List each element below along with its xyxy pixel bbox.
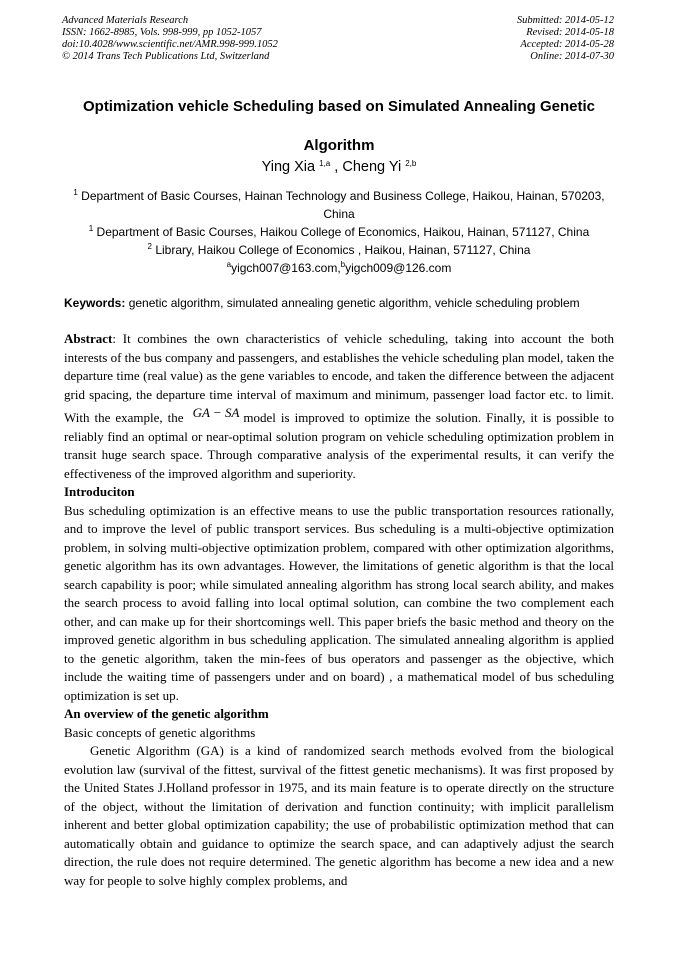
affiliation-1: [60, 187, 618, 205]
email-b[interactable]: yigch009@126.com: [345, 261, 452, 275]
affiliation-2: [60, 223, 618, 241]
keywords: [64, 295, 624, 311]
journal-copyright: © 2014 Trans Tech Publications Ltd, Switzerland: [62, 51, 270, 62]
paper-body: [64, 330, 614, 890]
affiliation-3-text: Library, Haikou College of Economics , Haikou, Hainan, 571127, China: [152, 243, 531, 257]
email-a-mark: a: [226, 260, 232, 269]
submission-dates: [517, 15, 614, 63]
author-emails: [60, 259, 618, 277]
author-1-affiliation: 1,a: [319, 159, 331, 168]
author-2-affiliation: 2,b: [405, 159, 417, 168]
abstract: [64, 330, 614, 483]
overview-heading: An overview of the genetic algorithm: [64, 706, 269, 721]
overview-subheading: Basic concepts of genetic algorithms: [64, 724, 256, 740]
author-2: Cheng Yi: [342, 159, 406, 175]
author-1: Ying Xia: [261, 159, 320, 175]
overview-text: Genetic Algorithm (GA) is a kind of randomized search methods evolved from the biological evolution law (survival of the fittest, survival of the fittest genetic mechanisms). It was first proposed by the United States J.Holland professor in 1975, and its main feature is to operate directly on the structure of the object, without the limitation of derivation and function continuity; with implicit parallelism inherent and better global optimization capability; the use of probabilistic optimization method that can automatically obtain and guidance to optimize the search space, and can adaptively adjust the search direction, the rule does not require determined. The genetic algorithm has become a new idea and a new way for people to solve highly complex problems, and: [64, 743, 614, 888]
affiliation-2-mark: 1: [88, 224, 94, 233]
formula-ga-sa: GA − SA: [192, 405, 240, 420]
journal-issn: ISSN: 1662-8985, Vols. 998-999, pp 1052-1057: [62, 27, 262, 38]
abstract-text-1: : It combines the own characteristics of vehicle scheduling, taking into account the both interests of the bus company and passengers, and establishes the vehicle scheduling plan model, taken the departure time (real value) as the gene variables to encode, and taken the difference between the adjacent grid spacing, the departure time interval of maximum and minimum, passenger load factor etc. to limit. With the example, the: [64, 331, 614, 425]
submitted-date: Submitted: 2014-05-12: [516, 15, 614, 26]
author-separator: ,: [330, 159, 343, 175]
affiliations: [60, 187, 618, 277]
affiliation-1-text: Department of Basic Courses, Hainan Technology and Business College, Haikou, Hainan, 570203,: [77, 189, 605, 203]
email-a[interactable]: yigch007@163.com,: [231, 261, 341, 275]
journal-doi: doi:10.4028/www.scientific.net/AMR.998-999.1052: [62, 39, 278, 50]
affiliation-1-mark: 1: [73, 188, 78, 197]
paper-title: [40, 87, 638, 165]
email-b-mark: b: [340, 260, 346, 269]
abstract-label: Abstract: [64, 331, 113, 346]
affiliation-3: [60, 241, 618, 259]
author-list: [40, 158, 638, 176]
accepted-date: Accepted: 2014-05-28: [520, 39, 614, 50]
revised-date: Revised: 2014-05-18: [526, 27, 614, 38]
keywords-label: Keywords:: [64, 296, 126, 310]
online-date: Online: 2014-07-30: [530, 51, 614, 62]
affiliation-2-text: Department of Basic Courses, Haikou College of Economics, Haikou, Hainan, 571127, China: [93, 225, 590, 239]
affiliation-1-cont: China: [323, 207, 355, 221]
keywords-text: genetic algorithm, simulated annealing genetic algorithm, vehicle scheduling problem: [125, 296, 580, 310]
journal-info: [62, 15, 278, 63]
title-line-2: Algorithm: [303, 137, 375, 154]
journal-name: Advanced Materials Research: [62, 15, 189, 26]
affiliation-3-mark: 2: [147, 242, 152, 251]
abstract-text-2: model is improved to optimize the solution. Finally, it is possible to reliably find an optimal or near-optimal solution program on vehicle scheduling optimization problem in transit huge search space. Through comparative analysis of the experimental results, it can verify the effectiveness of the improved algorithm and superiority.: [64, 410, 614, 481]
introduction-heading: Introduciton: [64, 484, 135, 499]
title-line-1: Optimization vehicle Scheduling based on Simulated Annealing Genetic: [82, 98, 596, 115]
introduction-text: Bus scheduling optimization is an effective means to use the public transportation resources rationally, and to improve the level of public transport services. Bus scheduling is a multi-objective optimization problem, in solving multi-objective optimization problem, compared with other optimization algorithms, genetic algorithm has its own advantages. However, the limitations of genetic algorithm is that the local search capability is poor; while simulated annealing algorithm has strong local search ability, and makes the search process to avoid falling into local optimal solution, can combine the two complement each other, and can make up for their shortcomings well. This paper briefs the basic method and theory on the improved genetic algorithm in bus scheduling application. The simulated annealing algorithm is applied to the genetic algorithm, taken the min-fees of bus operators and passenger as the objective, which include the waiting time of passengers under and on board) , a mathematical model of bus scheduling optimization is set up.: [64, 502, 614, 703]
